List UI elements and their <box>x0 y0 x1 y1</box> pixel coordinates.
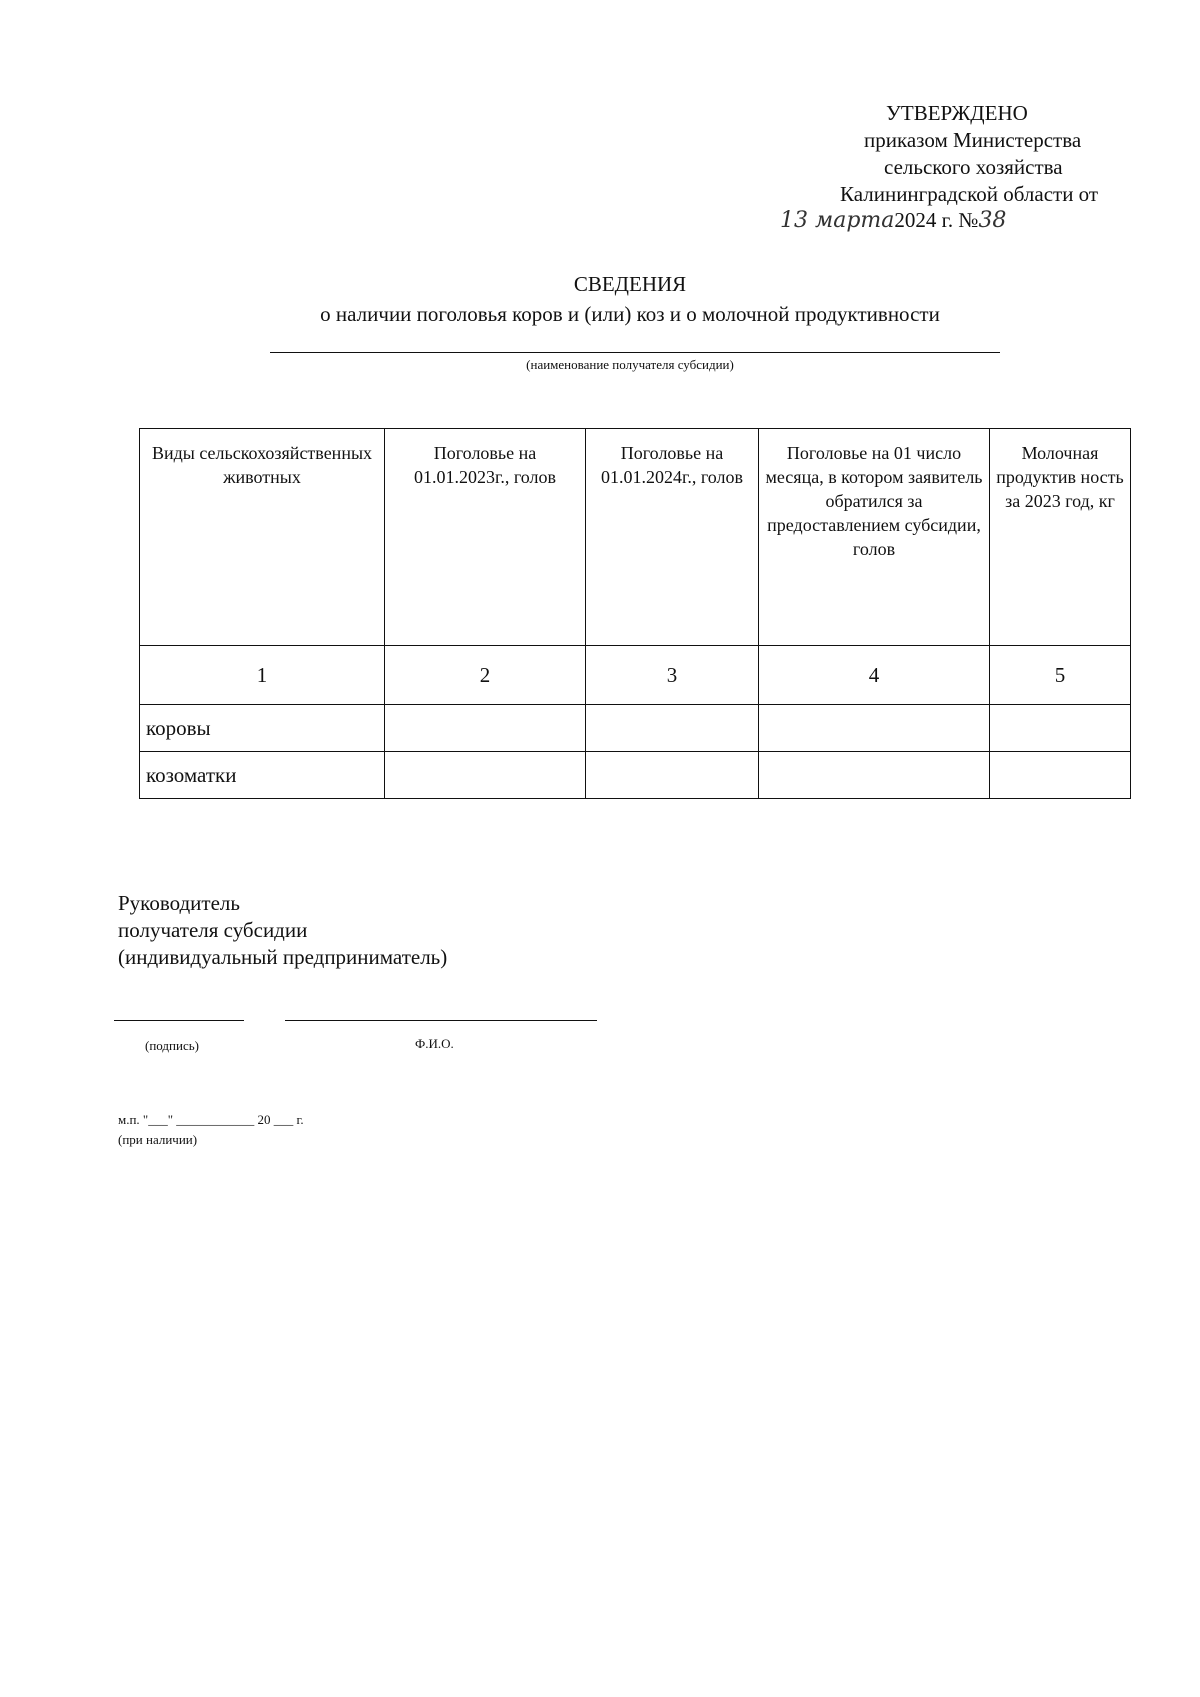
header-cell: Поголовье на 01 число месяца, в котором заявитель обратился за предоставлением субсидии, голов <box>759 429 990 646</box>
document-subtitle: о наличии поголовья коров и (или) коз и о молочной продуктивности <box>320 302 940 326</box>
column-number: 1 <box>140 646 385 705</box>
recipient-name-line <box>270 352 1000 353</box>
approval-block <box>790 100 1120 208</box>
signature-block <box>118 890 447 971</box>
recipient-caption: (наименование получателя субсидии) <box>526 357 734 372</box>
signature-caption: (подпись) <box>145 1038 199 1053</box>
approval-heading: УТВЕРЖДЕНО <box>886 101 1028 125</box>
approval-line-region: Калининградской области от <box>840 182 1099 206</box>
signer-role: Руководитель <box>118 891 240 915</box>
printed-date: 2024 г. № <box>894 208 979 232</box>
table-header-row <box>140 429 1131 646</box>
name-caption: Ф.И.О. <box>415 1036 454 1051</box>
stamp-caption: (при наличии) <box>118 1132 198 1147</box>
approval-line-ministry: сельского хозяйства <box>884 155 1063 179</box>
approval-date-line <box>780 208 1006 233</box>
approval-line-order: приказом Министерства <box>864 128 1082 152</box>
column-number: 5 <box>990 646 1131 705</box>
signer-type: (индивидуальный предприниматель) <box>118 945 448 969</box>
table-number-row <box>140 646 1131 705</box>
row-label: коровы <box>140 705 385 752</box>
row-label: козоматки <box>140 752 385 799</box>
signer-recipient: получателя субсидии <box>118 918 308 942</box>
handwritten-number: 38 <box>978 208 1007 233</box>
header-cell: Поголовье на 01.01.2024г., голов <box>586 429 759 646</box>
table-row <box>140 705 1131 752</box>
header-cell: Молочная продуктив ность за 2023 год, кг <box>990 429 1131 646</box>
empty-cell <box>759 752 990 799</box>
column-number: 3 <box>586 646 759 705</box>
header-cell: Виды сельскохозяйственных животных <box>140 429 385 646</box>
empty-cell <box>586 752 759 799</box>
handwritten-date: 13 марта <box>780 208 895 233</box>
empty-cell <box>385 705 586 752</box>
livestock-table <box>139 428 1131 799</box>
header-cell: Поголовье на 01.01.2023г., голов <box>385 429 586 646</box>
empty-cell <box>990 752 1131 799</box>
name-line <box>285 1020 597 1021</box>
empty-cell <box>586 705 759 752</box>
column-number: 2 <box>385 646 586 705</box>
signature-line <box>114 1020 244 1021</box>
empty-cell <box>759 705 990 752</box>
column-number: 4 <box>759 646 990 705</box>
empty-cell <box>990 705 1131 752</box>
empty-cell <box>385 752 586 799</box>
table-row <box>140 752 1131 799</box>
stamp-date-line: м.п. "___" ____________ 20 ___ г. <box>118 1112 304 1127</box>
document-title: СВЕДЕНИЯ <box>573 272 687 296</box>
